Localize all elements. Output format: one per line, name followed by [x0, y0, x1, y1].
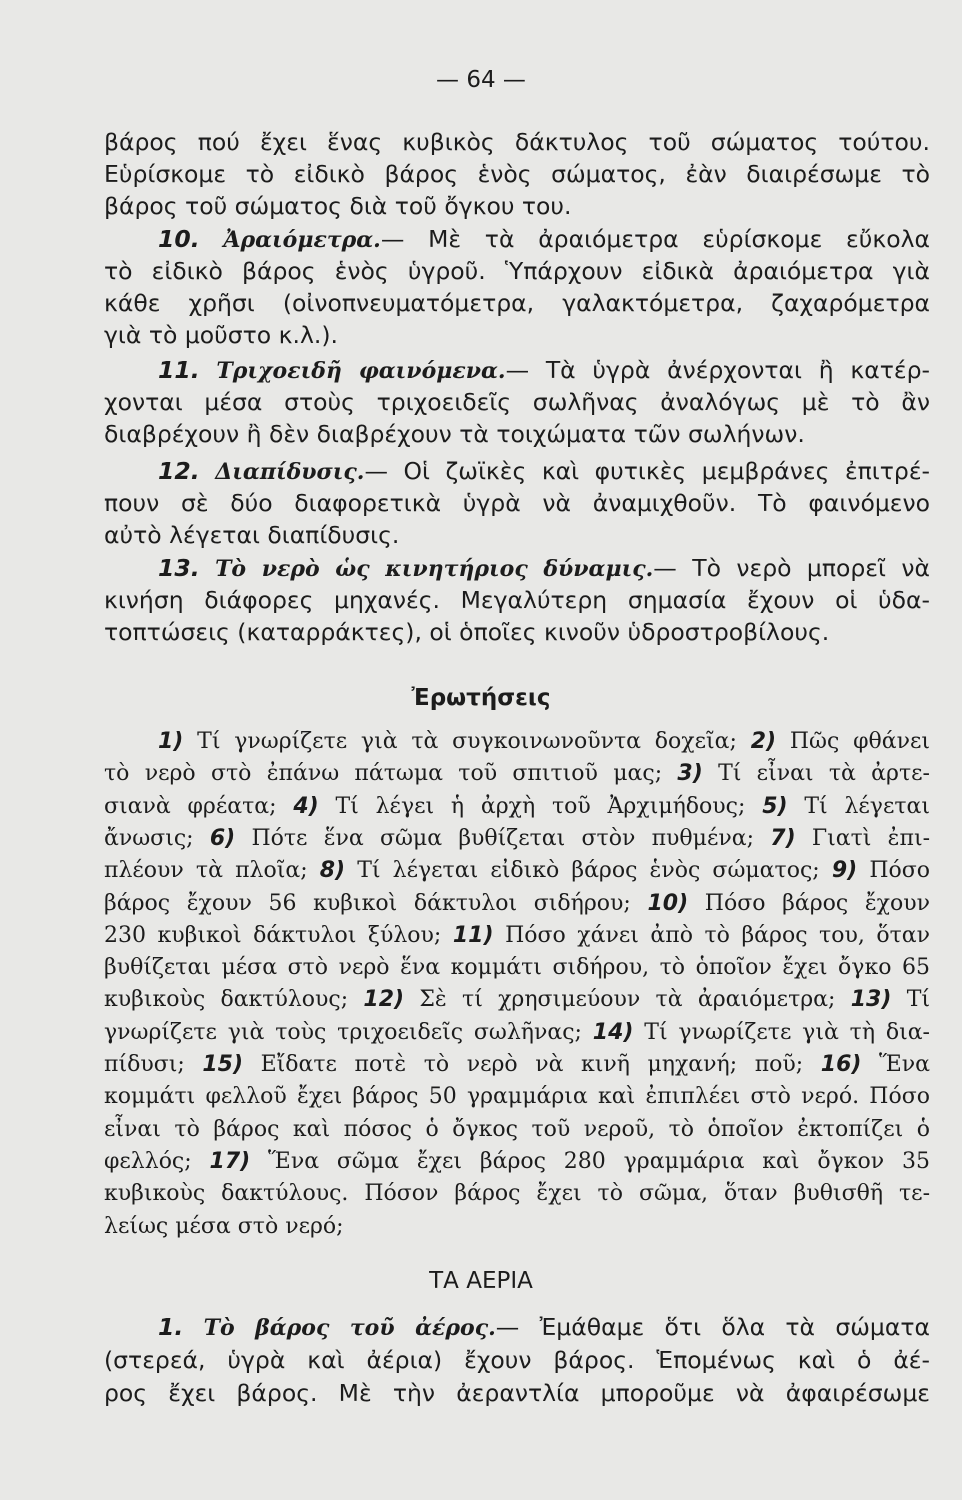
question-text: Τί γνωρίζετε γιὰ τὴ δια- — [633, 1019, 930, 1045]
question-text: Εἴδατε ποτὲ τὸ νερὸ νὰ κινῆ μηχανή; ποῦ; — [243, 1052, 821, 1077]
question-text: Ἕνα — [861, 1052, 930, 1077]
question-line — [104, 985, 930, 1015]
question-line — [104, 953, 930, 983]
section-12-heading-line — [158, 456, 930, 487]
text-line: χονται μέσα στοὺς τριχοειδεῖς σωλῆνας ἀναλόγως μὲ τὸ ἂν — [104, 388, 930, 416]
question-text: εἶναι τὸ βάρος καὶ πόσος ὁ ὄγκος τοῦ νεροῦ, τὸ ὁποῖον ἐκτοπίζει ὁ — [104, 1116, 930, 1142]
text-line: Εὑρίσκομε τὸ εἰδικὸ βάρος ἑνὸς σώματος, ἐὰν διαιρέσωμε τὸ — [104, 160, 930, 188]
question-number: 11) — [452, 922, 494, 948]
question-line — [104, 1082, 930, 1112]
section-title: Διαπίδυσις. — [215, 459, 365, 485]
text-line: βάρος πού ἔχει ἕνας κυβικὸς δάκτυλος τοῦ σώματος τούτου. — [104, 128, 930, 156]
question-text: βυθίζεται μέσα στὸ νερὸ ἕνα κομμάτι σιδήρου, τὸ ὁποῖον ἔχει ὄγκο 65 — [104, 955, 930, 981]
question-number: 9) — [831, 858, 858, 884]
question-number: 3) — [677, 761, 703, 787]
question-line — [104, 824, 930, 854]
question-text: Σὲ τί χρησιμεύουν τὰ ἀραιόμετρα; — [404, 987, 851, 1013]
section-title: Τὸ βάρος τοῦ ἀέρος. — [203, 1315, 496, 1341]
questions-heading: Ἐρωτήσεις — [411, 685, 551, 711]
section-11-heading-line — [158, 355, 930, 386]
text-line: τὸ εἰδικὸ βάρος ἑνὸς ὑγροῦ. Ὑπάρχουν εἰδικὰ ἀραιόμετρα γιὰ — [104, 257, 930, 285]
question-text: κυβικοὺς δακτύλους; — [104, 987, 364, 1013]
question-text: 230 κυβικοὶ δάκτυλοι ξύλου; — [104, 922, 453, 948]
question-line — [158, 727, 930, 757]
question-line — [104, 889, 930, 919]
question-text: Τί γνωρίζετε γιὰ τὰ συγκοινωνοῦντα δοχεῖα; — [183, 729, 751, 754]
question-text: Τί εἶναι τὰ ἀρτε- — [702, 761, 930, 787]
chapter-heading: ΤΑ ΑΕΡΙΑ — [429, 1268, 533, 1294]
text-line: τοπτώσεις (καταρράκτες), οἱ ὁποῖες κινοῦν ὑδροστροβίλους. — [104, 618, 830, 646]
text-line: (στερεά, ὑγρὰ καὶ ἀέρια) ἔχουν βάρος. Ἑπομένως καὶ ὁ ἀέ- — [104, 1346, 930, 1374]
text-line: ρος ἔχει βάρος. Μὲ τὴν ἀεραντλία μποροῦμε νὰ ἀφαιρέσωμε — [104, 1379, 930, 1407]
section-title: Τριχοειδῆ φαινόμενα. — [216, 358, 506, 384]
question-number: 13) — [850, 987, 892, 1013]
page-number: — 64 — — [436, 67, 526, 93]
section-first-text: — Τὸ νερὸ μπορεῖ νὰ — [653, 554, 930, 582]
text-line: πουν σὲ δύο διαφορετικὰ ὑγρὰ νὰ ἀναμιχθοῦν. Τὸ φαινόμενο — [104, 489, 930, 517]
question-text: λείως μέσα στὸ νερό; — [104, 1213, 344, 1239]
section-first-text: — Μὲ τὰ ἀραιόμετρα εὑρίσκομε εὔκολα — [380, 225, 930, 253]
question-line — [104, 921, 930, 951]
question-line — [104, 1018, 930, 1048]
question-text: κομμάτι φελλοῦ ἔχει βάρος 50 γραμμάρια καὶ ἐπιπλέει στὸ νερό. Πόσο — [104, 1084, 930, 1110]
question-number: 4) — [293, 793, 319, 819]
question-number: 17) — [209, 1148, 251, 1174]
section-title: Τὸ νερὸ ὡς κινητήριος δύναμις. — [215, 556, 654, 582]
question-number: 6) — [209, 825, 236, 851]
section-number: 1. — [158, 1313, 184, 1341]
section-first-text: — Ἐμάθαμε ὅτι ὅλα τὰ σώματα — [495, 1313, 930, 1341]
text-line: κινήση διάφορες μηχανές. Μεγαλύτερη σημασία ἔχουν οἱ ὑδα- — [104, 586, 930, 614]
question-text: Ἕνα σῶμα ἔχει βάρος 280 γραμμάρια καὶ ὄγκον 35 — [250, 1148, 930, 1174]
question-number: 5) — [762, 793, 788, 819]
question-number: 8) — [319, 858, 346, 884]
question-line — [104, 1050, 930, 1080]
question-number: 10) — [647, 890, 689, 916]
question-text: Γιατὶ ἐπι- — [795, 825, 931, 851]
text-line: κάθε χρῆσι (οἰνοπνευματόμετρα, γαλακτόμετρα, ζαχαρόμετρα — [104, 289, 930, 317]
question-text: πλέουν τὰ πλοῖα; — [104, 858, 320, 884]
section-title: Ἀραιόμετρα. — [223, 227, 381, 253]
question-line — [104, 856, 930, 886]
section-10-heading-line — [158, 224, 930, 255]
section-first-text: — Οἱ ζωϊκὲς καὶ φυτικὲς μεμβράνες ἐπιτρέ- — [364, 457, 930, 485]
question-text: Πῶς φθάνει — [776, 729, 930, 754]
question-number: 12) — [363, 987, 405, 1013]
question-text: κυβικοὺς δακτύλους. Πόσον βάρος ἔχει τὸ σῶμα, ὅταν βυθισθῆ τε- — [104, 1181, 930, 1207]
question-text: Πόσο βάρος ἔχουν — [688, 890, 930, 916]
question-text: γνωρίζετε γιὰ τοὺς τριχοειδεῖς σωλῆνας; — [104, 1019, 593, 1045]
section-first-text: — Τὰ ὑγρὰ ἀνέρχονται ἢ κατέρ- — [505, 356, 930, 384]
question-line — [104, 1212, 930, 1242]
question-line — [104, 792, 930, 822]
section-number: 13. — [158, 554, 200, 582]
question-number: 7) — [770, 825, 796, 851]
question-text: Πότε ἕνα σῶμα βυθίζεται στὸν πυθμένα; — [235, 825, 771, 851]
text-line: βάρος τοῦ σώματος διὰ τοῦ ὄγκου του. — [104, 192, 572, 220]
question-text: τὸ νερὸ στὸ ἐπάνω πάτωμα τοῦ σπιτιοῦ μας; — [104, 761, 678, 787]
question-number: 14) — [592, 1019, 634, 1045]
question-number: 15) — [202, 1052, 243, 1077]
question-text: Τί — [891, 987, 930, 1013]
text-line: διαβρέχουν ἢ δὲν διαβρέχουν τὰ τοιχώματα τῶν σωλήνων. — [104, 420, 805, 448]
text-line: γιὰ τὸ μοῦστο κ.λ.). — [104, 321, 338, 349]
section-1-heading-line — [158, 1312, 930, 1343]
question-text: ἄνωσις; — [104, 825, 210, 851]
question-text: Πόσο — [857, 858, 931, 884]
question-line — [104, 1115, 930, 1145]
section-13-heading-line — [158, 553, 930, 584]
question-text: Πόσο χάνει ἀπὸ τὸ βάρος του, ὅταν — [493, 922, 930, 948]
text-line: αὐτὸ λέγεται διαπίδυσις. — [104, 521, 400, 549]
question-text: βάρος ἔχουν 56 κυβικοὶ δάκτυλοι σιδήρου; — [104, 890, 648, 916]
question-text: σιανὰ φρέατα; — [104, 793, 294, 819]
section-number: 12. — [158, 457, 200, 485]
question-number: 2) — [750, 729, 777, 754]
question-text: φελλός; — [104, 1148, 210, 1174]
question-line — [104, 1147, 930, 1177]
question-text: πίδυσι; — [104, 1052, 203, 1077]
question-number: 16) — [820, 1052, 862, 1077]
section-number: 11. — [158, 356, 200, 384]
section-number: 10. — [158, 225, 200, 253]
question-text: Τί λέγεται — [787, 793, 930, 819]
question-text: Τί λέγει ἡ ἀρχὴ τοῦ Ἀρχιμήδους; — [318, 793, 763, 819]
question-text: Τί λέγεται εἰδικὸ βάρος ἑνὸς σώματος; — [345, 858, 832, 884]
question-line — [104, 1179, 930, 1209]
question-line — [104, 759, 930, 789]
question-number: 1) — [158, 729, 184, 754]
